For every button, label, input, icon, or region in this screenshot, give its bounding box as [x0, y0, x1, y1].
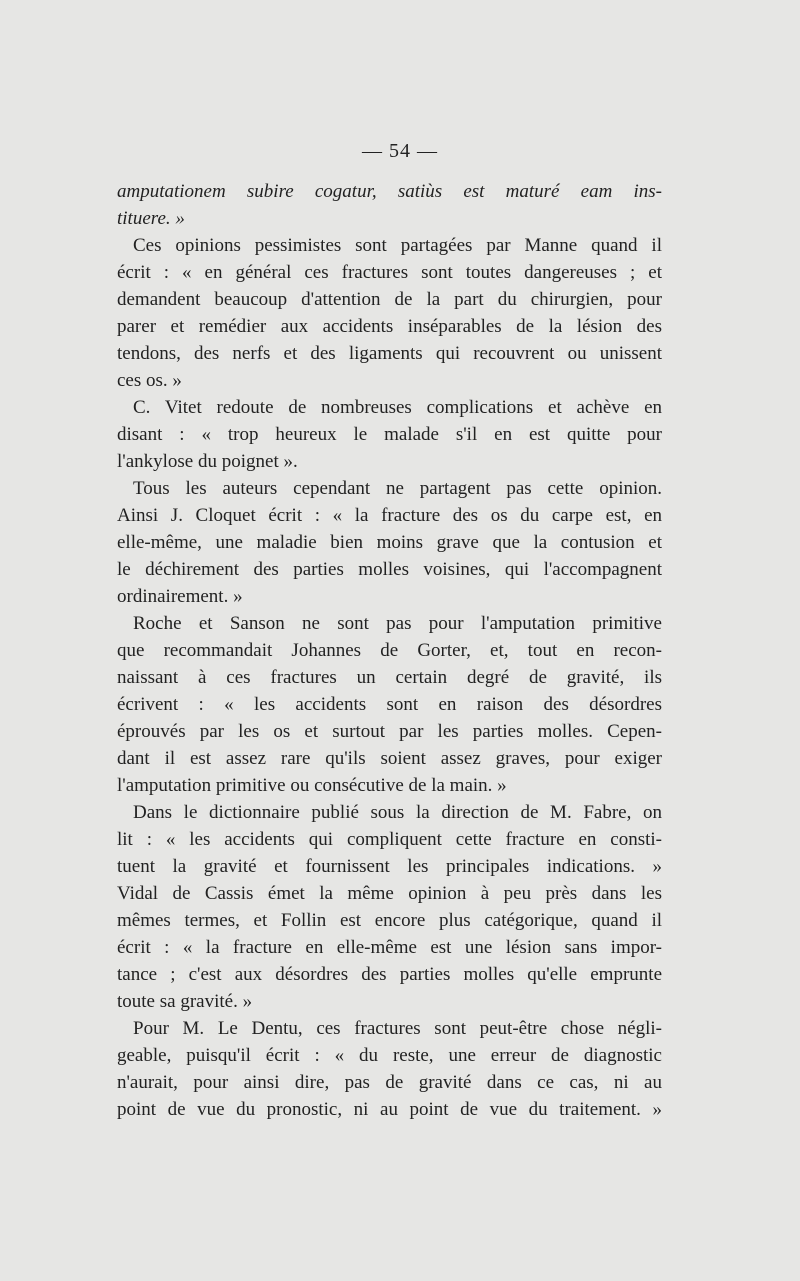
text-line: l'amputation primitive ou consécutive de la main. » [117, 775, 507, 796]
text-line: que recommandait Johannes de Gorter, et, tout en recon- [117, 640, 662, 661]
text-line: tance ; c'est aux désordres des parties molles qu'elle emprunte [117, 964, 662, 985]
text-line: Dans le dictionnaire publié sous la direction de M. Fabre, on [133, 802, 662, 823]
text-line: Pour M. Le Dentu, ces fractures sont peut-être chose négli- [133, 1018, 662, 1039]
text-line: tituere. » [117, 208, 185, 229]
text-line: geable, puisqu'il écrit : « du reste, une erreur de diagnostic [117, 1045, 662, 1066]
text-line: dant il est assez rare qu'ils soient assez graves, pour exiger [117, 748, 662, 769]
text-line: parer et remédier aux accidents inséparables de la lésion des [117, 316, 662, 337]
text-line: le déchirement des parties molles voisines, qui l'accompagnent [117, 559, 662, 580]
text-line: Vidal de Cassis émet la même opinion à peu près dans les [117, 883, 662, 904]
text-line: ordinairement. » [117, 586, 243, 607]
text-line: disant : « trop heureux le malade s'il en est quitte pour [117, 424, 662, 445]
text-line: écrit : « la fracture en elle-même est une lésion sans impor- [117, 937, 662, 958]
text-line: Ainsi J. Cloquet écrit : « la fracture des os du carpe est, en [117, 505, 662, 526]
text-line: mêmes termes, et Follin est encore plus catégorique, quand il [117, 910, 662, 931]
text-line: elle-même, une maladie bien moins grave que la contusion et [117, 532, 662, 553]
page-number: — 54 — [362, 140, 438, 162]
text-line: demandent beaucoup d'attention de la part du chirurgien, pour [117, 289, 662, 310]
text-line: tuent la gravité et fournissent les principales indications. » [117, 856, 662, 877]
text-line: C. Vitet redoute de nombreuses complications et achève en [133, 397, 662, 418]
text-line: écrivent : « les accidents sont en raison des désordres [117, 694, 662, 715]
text-line: Roche et Sanson ne sont pas pour l'amputation primitive [133, 613, 662, 634]
text-line: ces os. » [117, 370, 182, 391]
text-line: toute sa gravité. » [117, 991, 253, 1012]
text-line: Ces opinions pessimistes sont partagées par Manne quand il [133, 235, 662, 256]
text-line: n'aurait, pour ainsi dire, pas de gravité dans ce cas, ni au [117, 1072, 662, 1093]
text-line: lit : « les accidents qui compliquent cette fracture en consti- [117, 829, 662, 850]
text-line: éprouvés par les os et surtout par les parties molles. Cepen- [117, 721, 662, 742]
text-line: point de vue du pronostic, ni au point de vue du traitement. » [117, 1099, 662, 1120]
text-line: naissant à ces fractures un certain degré de gravité, ils [117, 667, 662, 688]
text-line: Tous les auteurs cependant ne partagent pas cette opinion. [133, 478, 662, 499]
text-line: écrit : « en général ces fractures sont toutes dangereuses ; et [117, 262, 662, 283]
text-line: amputationem subire cogatur, satiùs est maturé eam ins- [117, 181, 662, 202]
text-line: tendons, des nerfs et des ligaments qui recouvrent ou unissent [117, 343, 662, 364]
text-line: l'ankylose du poignet ». [117, 451, 298, 472]
